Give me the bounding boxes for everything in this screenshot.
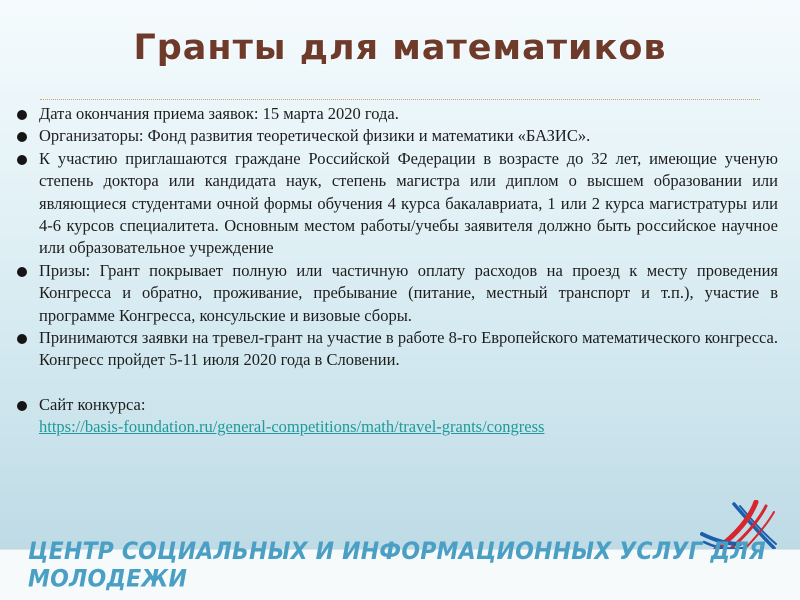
title-divider [40, 99, 760, 100]
list-item [16, 260, 778, 327]
footer-title: ЦЕНТР СОЦИАЛЬНЫХ И ИНФОРМАЦИОННЫХ УСЛУГ ДЛЯ МОЛОДЕЖИ [28, 538, 766, 593]
bullet-icon [17, 334, 27, 344]
organizers-text: Организаторы: Фонд развития теоретической физики и математики «БАЗИС». [39, 126, 591, 146]
eligibility-text: К участию приглашаются граждане Российской Федерации в возрасте до 32 лет, имеющие ученую степень доктора или кандидата наук, степень магистра или диплом о высшем образовании или являющиеся студентами очной формы обучения 4 курса бакалавриата, 1 или 2 курса магистратуры или 4-6 курсов специалитета. Основным местом работы/учебы заявителя должно быть российское научное или образовательное учреждение [39, 148, 778, 258]
list-item [16, 394, 778, 439]
list-item [16, 327, 778, 372]
list-item [16, 103, 778, 125]
applications-text: Принимаются заявки на тревел-грант на участие в работе 8-го Европейского математического конгресса. Конгресс пройдет 5-11 июля 2020 года в Словении. [39, 328, 778, 370]
site-link[interactable]: https://basis-foundation.ru/general-competitions/math/travel-grants/congress [39, 417, 545, 437]
bullet-icon [17, 132, 27, 142]
bullet-icon [17, 401, 27, 411]
page-title: Гранты для математиков [133, 28, 667, 68]
bullet-icon [17, 267, 27, 277]
list-item [16, 148, 778, 260]
prizes-text: Призы: Грант покрывает полную или частичную оплату расходов на проезд к месту проведения Конгресса и обратно, проживание, пребывание (питание, местный транспорт и т.п.), участие в программе Конгресса, консульские и визовые сборы. [39, 260, 778, 325]
bullet-list [16, 103, 778, 439]
bullet-icon [17, 110, 27, 120]
bullet-icon [17, 155, 27, 165]
site-label: Сайт конкурса: [39, 394, 146, 414]
list-item [16, 125, 778, 147]
footer-band [0, 538, 800, 600]
deadline-text: Дата окончания приема заявок: 15 марта 2020 года. [39, 104, 399, 123]
